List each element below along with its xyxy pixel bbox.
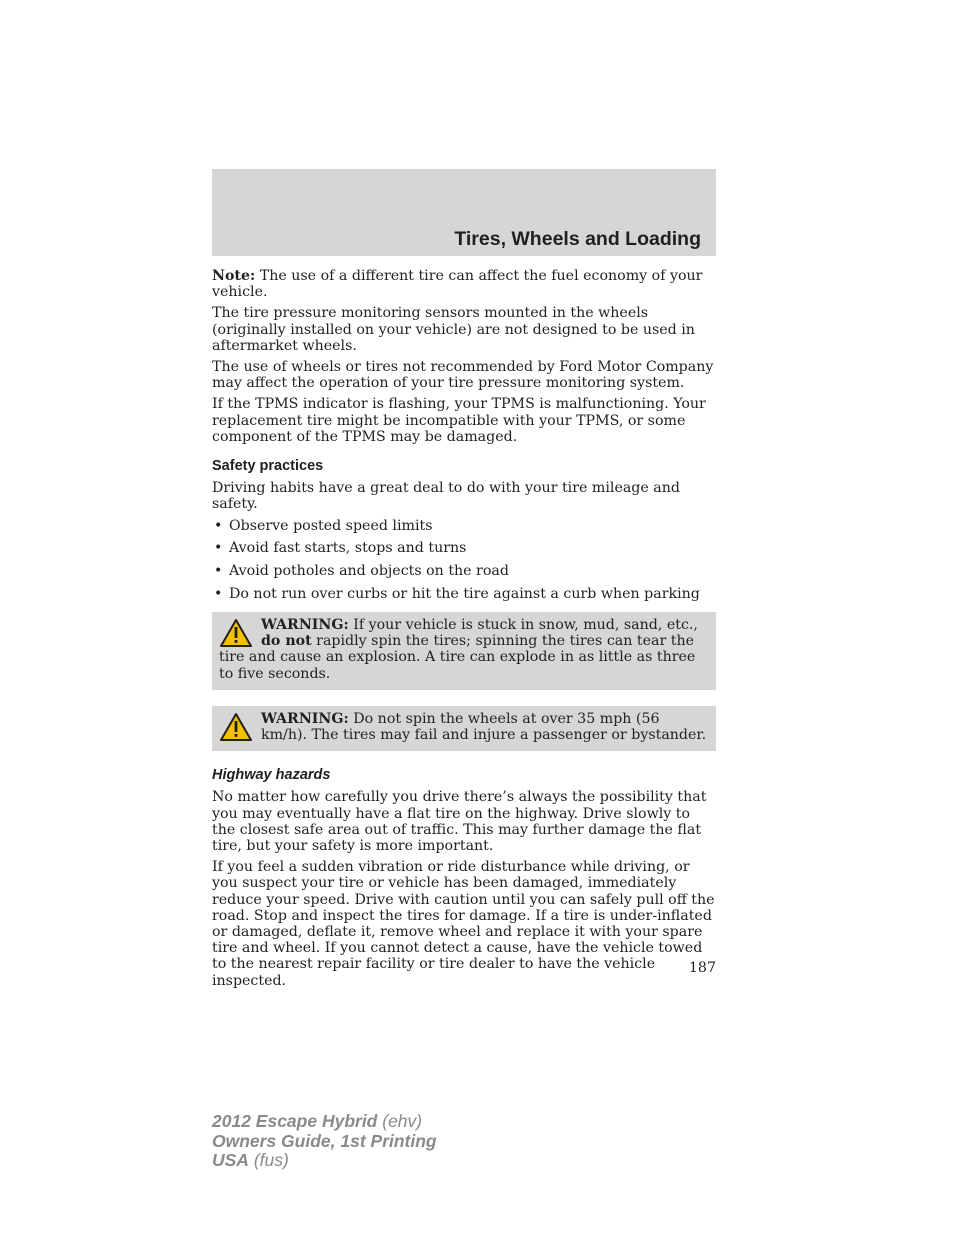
page-number: 187 — [688, 960, 716, 976]
warning-triangle-icon — [219, 618, 253, 648]
document-footer — [212, 1112, 437, 1171]
warning-triangle-icon — [219, 712, 253, 742]
warning-box-speed — [212, 706, 716, 751]
footer-line-model — [212, 1112, 437, 1132]
list-item-text: Do not run over curbs or hit the tire against a curb when parking — [229, 585, 700, 602]
bullet-icon: • — [214, 563, 223, 580]
bullet-icon: • — [214, 585, 223, 602]
safety-intro: Driving habits have a great deal to do with your tire mileage and safety. — [212, 480, 680, 513]
footer-region: USA — [212, 1150, 249, 1170]
section-header-band — [212, 169, 716, 256]
warning-text: rapidly spin the tires; spinning the tires can tear the tire and cause an explosion. A tire can explode in as little as three to five seconds. — [219, 633, 696, 682]
footer-model: 2012 Escape Hybrid — [212, 1111, 378, 1131]
warning-box-spin-stuck — [212, 612, 716, 690]
list-item — [212, 518, 716, 534]
section-title: Tires, Wheels and Loading — [454, 228, 701, 250]
footer-region-code: (fus) — [248, 1150, 289, 1170]
highway-paragraph-2: If you feel a sudden vibration or ride disturbance while driving, or you suspect your tire or vehicle has been damaged, immediately reduce your speed. Drive with caution until you can safely pull off the road. Stop and inspect the tires for damage. If a tire is under-inflated or damaged, deflate it, remove wheel and replace it with your spare tire and wheel. If you cannot detect a cause, have the vehicle towed to the nearest repair facility or tire dealer to have the vehicle inspected. — [212, 859, 715, 989]
note-label: Note: — [212, 268, 256, 284]
warning-label: WARNING: — [261, 710, 349, 727]
footer-line-region — [212, 1151, 437, 1171]
list-item — [212, 586, 716, 602]
warning-text: If your vehicle is stuck in snow, mud, sand, etc., — [348, 616, 698, 633]
highway-hazards-heading: Highway hazards — [212, 767, 331, 784]
list-item — [212, 540, 716, 556]
bullet-icon: • — [214, 517, 223, 534]
highway-paragraph-1: No matter how carefully you drive there’s always the possibility that you may eventually have a flat tire on the highway. Drive slowly to the closest safe area out of traffic. This may further damage the flat tire, but your safety is more important. — [212, 789, 707, 854]
wheels-paragraph: The use of wheels or tires not recommended by Ford Motor Company may affect the operation of your tire pressure monitoring system. — [212, 359, 714, 392]
footer-guide: Owners Guide, 1st Printing — [212, 1130, 437, 1151]
list-item-text: Avoid potholes and objects on the road — [229, 563, 509, 580]
sensors-paragraph: The tire pressure monitoring sensors mounted in the wheels (originally installed on your vehicle) are not designed to be used in aftermarket wheels. — [212, 305, 695, 354]
list-item — [212, 563, 716, 579]
safety-practices-heading: Safety practices — [212, 458, 324, 475]
note-paragraph — [212, 268, 716, 300]
warning-label: WARNING: — [261, 616, 349, 633]
warning-emphasis: do not — [261, 633, 312, 650]
page-content — [212, 268, 716, 994]
list-item-text: Avoid fast starts, stops and turns — [229, 540, 467, 557]
note-text: The use of a different tire can affect the fuel economy of your vehicle. — [212, 268, 703, 301]
list-item-text: Observe posted speed limits — [229, 517, 433, 534]
warning-text: Do not spin the wheels at over 35 mph (56 km/h). The tires may fail and injure a passenger or bystander. — [261, 710, 707, 743]
footer-model-code: (ehv) — [377, 1111, 423, 1131]
footer-line-guide — [212, 1132, 437, 1152]
bullet-icon: • — [214, 540, 223, 557]
safety-list — [212, 518, 716, 602]
tpms-paragraph: If the TPMS indicator is flashing, your TPMS is malfunctioning. Your replacement tire might be incompatible with your TPMS, or some component of the TPMS may be damaged. — [212, 396, 706, 445]
